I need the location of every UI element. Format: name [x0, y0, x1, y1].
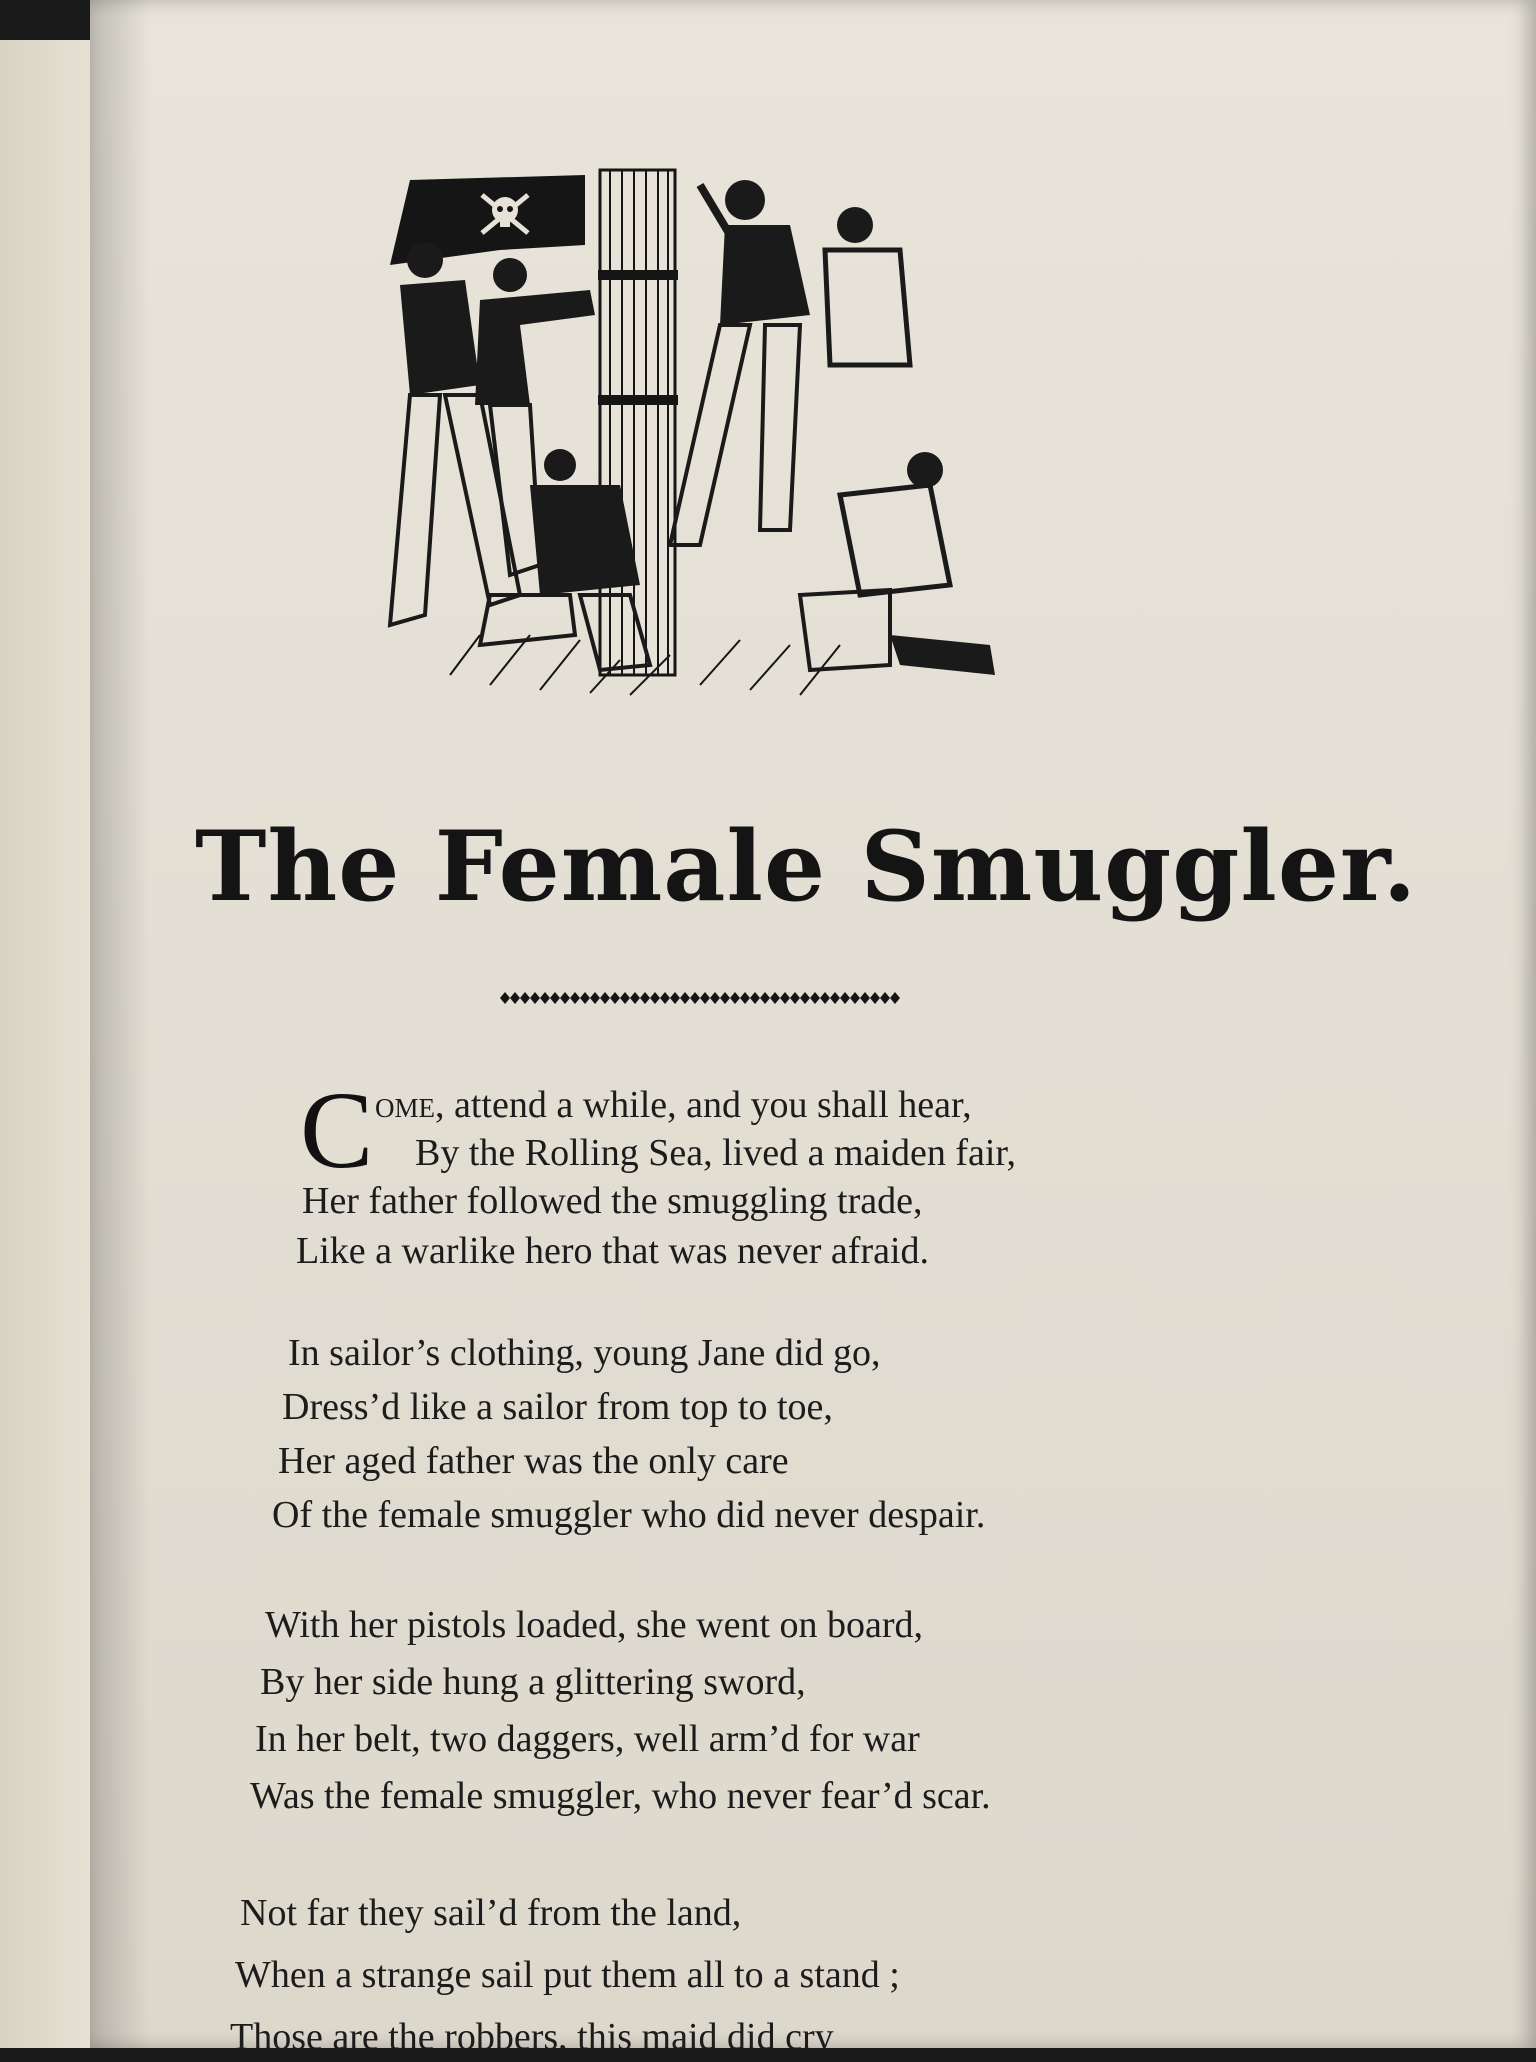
drop-cap-continuation: ome	[375, 1084, 435, 1126]
ornament-diamond	[750, 992, 760, 1004]
ornament-diamond	[860, 992, 870, 1004]
stanza-line: In sailor’s clothing, young Jane did go,	[288, 1332, 881, 1374]
stanza-line: By her side hung a glittering sword,	[260, 1661, 806, 1703]
ornament-diamond	[780, 992, 790, 1004]
stanza-line: In her belt, two daggers, well arm’d for war	[255, 1718, 920, 1760]
stanza-line: , attend a while, and you shall hear,	[435, 1084, 972, 1126]
stanza-line: Her aged father was the only care	[278, 1440, 789, 1482]
stanza-line: Dress’d like a sailor from top to toe,	[282, 1386, 833, 1428]
ornament-diamond	[740, 992, 750, 1004]
ornament-diamond	[500, 992, 510, 1004]
ornament-diamond	[650, 992, 660, 1004]
ornament-diamond	[700, 992, 710, 1004]
ornament-diamond	[770, 992, 780, 1004]
stanza-line: Not far they sail’d from the land,	[240, 1892, 742, 1934]
ornament-diamond	[850, 992, 860, 1004]
ornament-diamond	[890, 992, 900, 1004]
ornament-diamond	[870, 992, 880, 1004]
stanza-line: By the Rolling Sea, lived a maiden fair,	[415, 1132, 1017, 1174]
ornament-diamond	[670, 992, 680, 1004]
ornament-diamond	[510, 992, 520, 1004]
ornament-diamond	[560, 992, 570, 1004]
ornament-diamond	[520, 992, 530, 1004]
ornament-diamond	[660, 992, 670, 1004]
ornament-diamond	[580, 992, 590, 1004]
ornament-diamond	[570, 992, 580, 1004]
ornament-diamond	[630, 992, 640, 1004]
ornament-diamond	[730, 992, 740, 1004]
ornament-diamond	[880, 992, 890, 1004]
ornament-diamond	[550, 992, 560, 1004]
stanza-line: With her pistols loaded, she went on board,	[265, 1604, 924, 1646]
ornament-diamond	[540, 992, 550, 1004]
poem-title: The Female Smuggler.	[195, 810, 1418, 923]
ornament-diamond	[710, 992, 720, 1004]
ornament-diamond	[680, 992, 690, 1004]
ornament-diamond	[760, 992, 770, 1004]
woodcut-illustration	[370, 165, 1060, 710]
ornament-diamond	[790, 992, 800, 1004]
sailors-right	[800, 207, 995, 675]
ornament-diamond	[600, 992, 610, 1004]
ornament-diamond	[690, 992, 700, 1004]
stanza-line: Her father followed the smuggling trade,	[302, 1180, 923, 1222]
ornament-diamond	[590, 992, 600, 1004]
stanza-line: When a strange sail put them all to a stand ;	[235, 1954, 900, 1996]
diamond-ornament-divider	[500, 990, 905, 1006]
ornament-diamond	[620, 992, 630, 1004]
stanza-line: Those are the robbers, this maid did cry	[230, 2016, 834, 2058]
stanza-line: Like a warlike hero that was never afraid.	[296, 1230, 930, 1272]
officer-figure	[670, 180, 810, 545]
ornament-diamond	[800, 992, 810, 1004]
stanza-line: Of the female smuggler who did never despair.	[272, 1494, 986, 1536]
mast	[598, 170, 678, 675]
ornament-diamond	[840, 992, 850, 1004]
drop-cap: C	[300, 1069, 374, 1191]
ornament-diamond	[720, 992, 730, 1004]
ornament-diamond	[820, 992, 830, 1004]
stanza-line: Was the female smuggler, who never fear’d scar.	[250, 1775, 991, 1817]
ornament-diamond	[610, 992, 620, 1004]
ornament-diamond	[640, 992, 650, 1004]
ornament-diamond	[530, 992, 540, 1004]
ornament-diamond	[810, 992, 820, 1004]
gutter-shadow	[90, 0, 150, 2048]
ornament-diamond	[830, 992, 840, 1004]
stanza-1-line-1	[375, 1080, 972, 1130]
